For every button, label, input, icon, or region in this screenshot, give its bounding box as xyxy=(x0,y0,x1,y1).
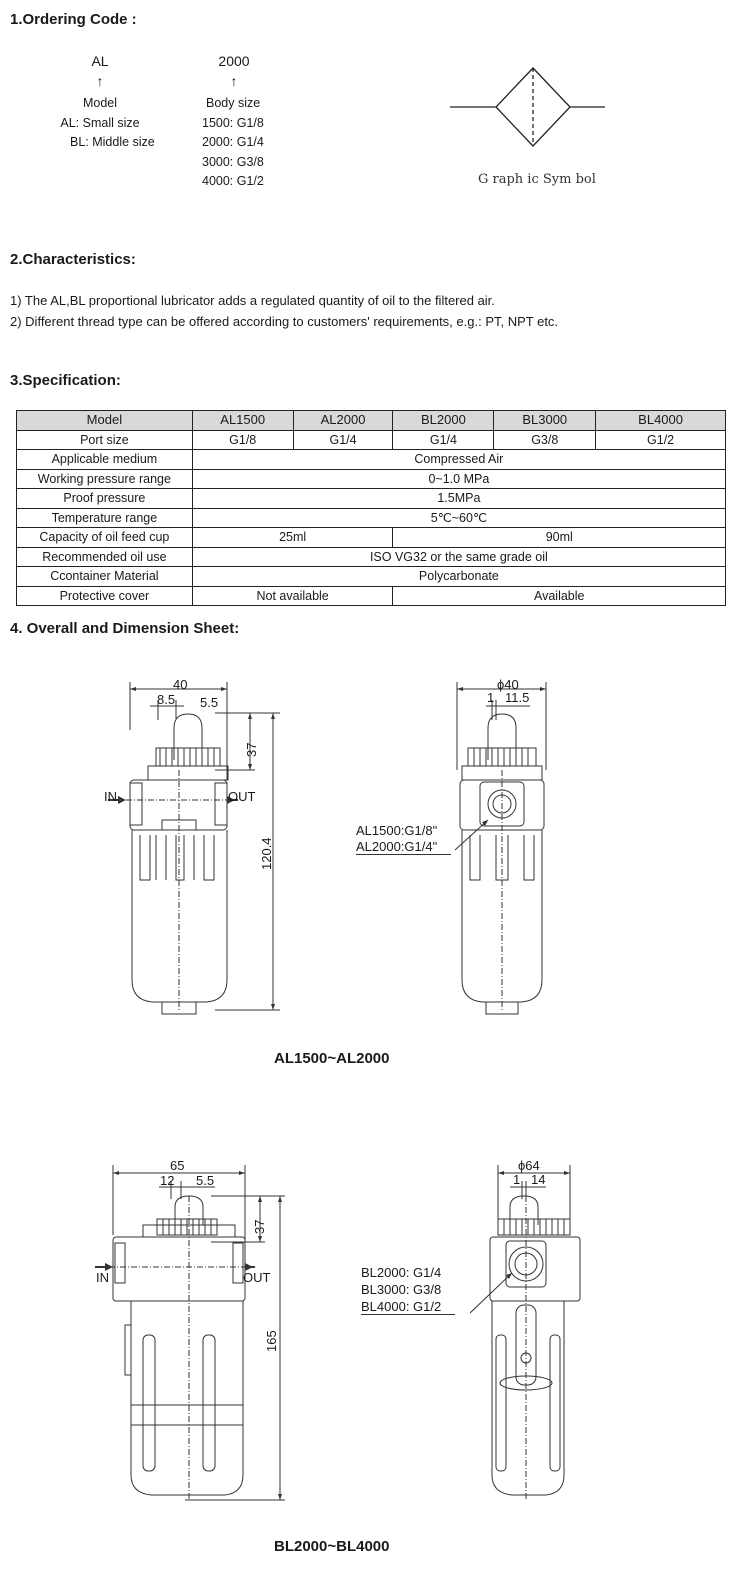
table-header-cell: BL2000 xyxy=(393,411,494,431)
table-cell: Proof pressure xyxy=(17,489,193,509)
body-4000: 4000: G1/2 xyxy=(202,174,264,188)
bl-port-label: BL2000: G1/4 xyxy=(361,1265,442,1280)
model-bl: BL: Middle size xyxy=(70,135,155,149)
al-side-view-drawing xyxy=(440,670,570,1020)
table-row xyxy=(17,469,726,489)
arrow-up-icon: ↑ xyxy=(96,73,104,89)
bl-side-dim-14: 14 xyxy=(531,1172,546,1187)
table-cell: Recommended oil use xyxy=(17,547,193,567)
table-row xyxy=(17,547,726,567)
body-3000: 3000: G3/8 xyxy=(202,154,264,169)
body-2000: 2000: G1/4 xyxy=(202,135,264,149)
table-cell: G1/2 xyxy=(596,430,726,450)
bl-in-label: IN xyxy=(96,1270,109,1285)
spec-table xyxy=(16,410,726,606)
table-cell: Port size xyxy=(17,430,193,450)
characteristic-item: 1) The AL,BL proportional lubricator adds a regulated quantity of oil to the filtered air. xyxy=(10,293,495,308)
table-row xyxy=(17,430,726,450)
table-cell: 1.5MPa xyxy=(192,489,725,509)
bl-phi-label: ϕ64 xyxy=(518,1158,540,1173)
al-side-dim-11-5: 11.5 xyxy=(505,690,530,705)
al-width-label: 40 xyxy=(173,677,188,692)
al-total-height-label: 120.4 xyxy=(259,837,274,870)
ordering-heading: 1.Ordering Code : xyxy=(10,11,137,28)
table-cell: Temperature range xyxy=(17,508,193,528)
body-1500: 1500: G1/8 xyxy=(202,115,264,130)
table-cell: ISO VG32 or the same grade oil xyxy=(192,547,725,567)
table-cell: Working pressure range xyxy=(17,469,193,489)
table-row xyxy=(17,528,726,548)
bl-side-dim-1: 1 xyxy=(513,1172,521,1187)
table-header-cell: BL3000 xyxy=(494,411,596,431)
table-cell: G1/4 xyxy=(393,430,494,450)
model-al: AL: Small size xyxy=(60,115,140,130)
al-out-label: OUT xyxy=(228,789,256,804)
al-dim-8-5: 8.5 xyxy=(157,692,176,707)
table-cell: 90ml xyxy=(393,528,726,548)
table-cell: Ccontainer Material xyxy=(17,567,193,587)
table-cell: Applicable medium xyxy=(17,450,193,470)
table-cell: Protective cover xyxy=(17,586,193,606)
bl-port-label: BL3000: G3/8 xyxy=(361,1282,442,1297)
table-row xyxy=(17,508,726,528)
table-cell: Capacity of oil feed cup xyxy=(17,528,193,548)
bl-width-label: 65 xyxy=(170,1158,185,1173)
table-cell: G3/8 xyxy=(494,430,596,450)
al-side-dim-1: 1 xyxy=(487,690,495,705)
table-cell: G1/4 xyxy=(293,430,393,450)
table-cell: Polycarbonate xyxy=(192,567,725,587)
bl-total-height-label: 165 xyxy=(264,1330,279,1352)
graphic-symbol-caption: G raph ic Sym bol xyxy=(478,172,596,187)
al-caption: AL1500~AL2000 xyxy=(274,1050,390,1067)
table-cell: Compressed Air xyxy=(192,450,725,470)
bl-caption: BL2000~BL4000 xyxy=(274,1538,390,1555)
al-port-label: AL1500:G1/8" xyxy=(356,823,438,838)
al-top-height-label: 37 xyxy=(244,742,259,757)
al-port-label: AL2000:G1/4" xyxy=(356,839,451,855)
bl-dim-5-5: 5.5 xyxy=(196,1173,215,1188)
bl-port-label: BL4000: G1/2 xyxy=(361,1299,455,1315)
code-al: AL xyxy=(91,53,109,69)
dimension-heading: 4. Overall and Dimension Sheet: xyxy=(10,620,240,637)
characteristic-item: 2) Different thread type can be offered according to customers' requirements, e.g.: PT, NPT etc. xyxy=(10,314,559,329)
bl-out-label: OUT xyxy=(243,1270,271,1285)
bl-top-height-label: 37 xyxy=(252,1219,267,1234)
model-title: Model xyxy=(82,96,118,110)
table-row xyxy=(17,489,726,509)
table-cell: G1/8 xyxy=(192,430,293,450)
table-cell: Not available xyxy=(192,586,393,606)
graphic-symbol xyxy=(440,60,620,160)
table-cell: Available xyxy=(393,586,726,606)
table-cell: 25ml xyxy=(192,528,393,548)
code-num: 2000 xyxy=(218,53,250,69)
table-row xyxy=(17,567,726,587)
table-header-cell: AL2000 xyxy=(293,411,393,431)
arrow-up-icon: ↑ xyxy=(230,73,238,89)
table-header-cell: Model xyxy=(17,411,193,431)
table-row xyxy=(17,586,726,606)
characteristics-heading: 2.Characteristics: xyxy=(10,251,136,268)
al-phi-label: ϕ40 xyxy=(497,677,519,692)
table-cell: 5℃~60℃ xyxy=(192,508,725,528)
specification-heading: 3.Specification: xyxy=(10,372,121,389)
body-title: Body size xyxy=(206,96,261,110)
table-header-cell: BL4000 xyxy=(596,411,726,431)
table-row xyxy=(17,450,726,470)
bl-side-view-drawing xyxy=(470,1155,600,1505)
al-dim-5-5: 5.5 xyxy=(200,695,219,710)
table-cell: 0~1.0 MPa xyxy=(192,469,725,489)
bl-dim-12: 12 xyxy=(160,1173,175,1188)
al-in-label: IN xyxy=(104,789,117,804)
table-row xyxy=(17,411,726,431)
table-header-cell: AL1500 xyxy=(192,411,293,431)
